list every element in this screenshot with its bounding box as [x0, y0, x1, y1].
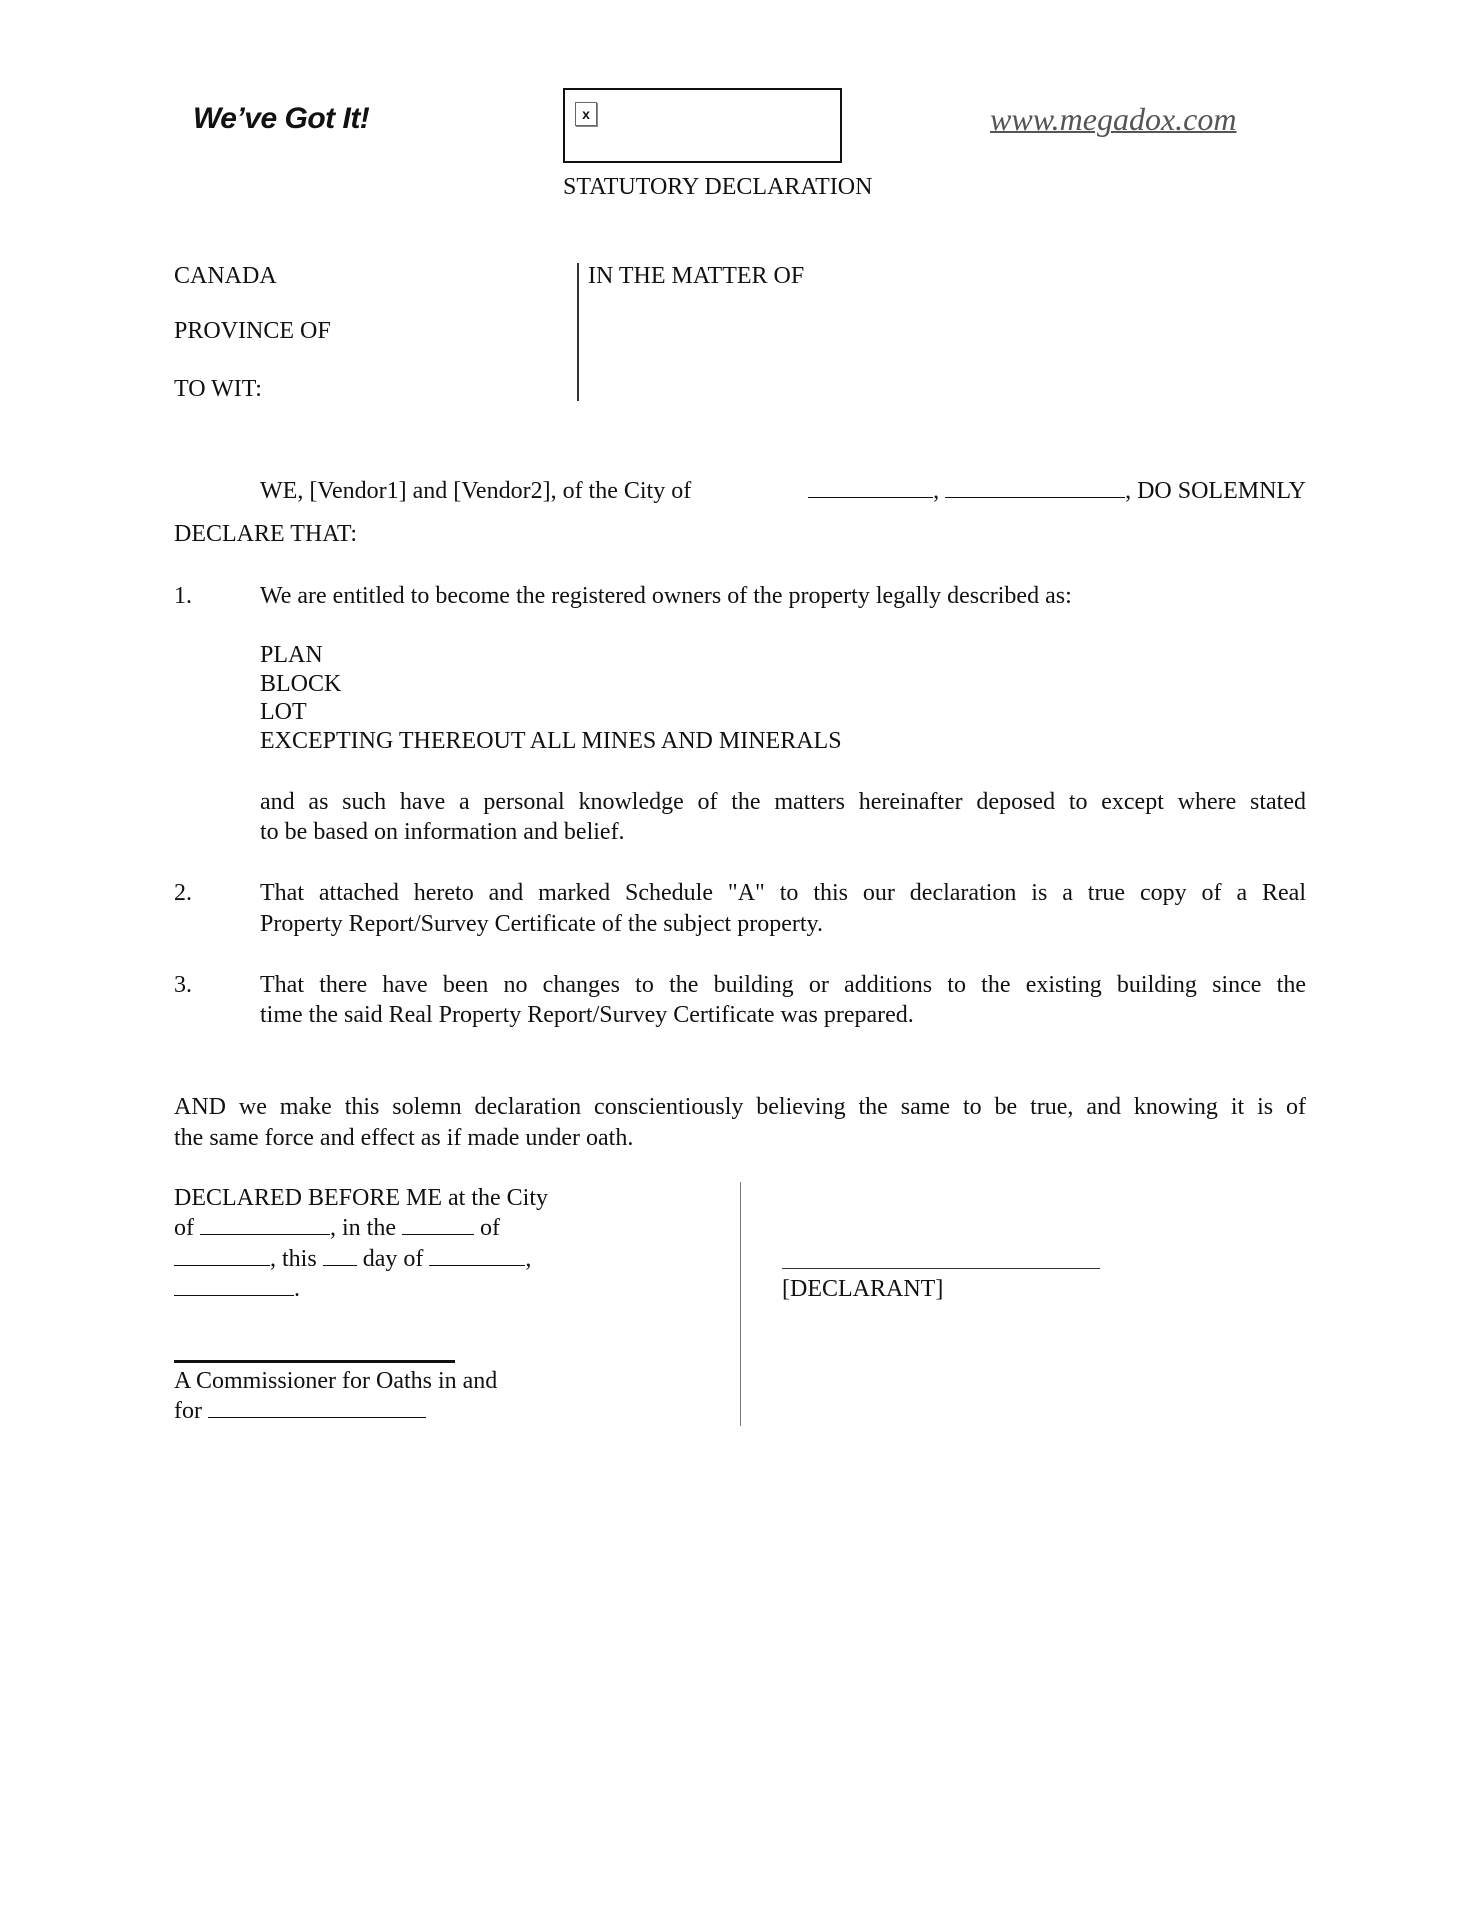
- jurisdiction-divider: [577, 263, 579, 401]
- declare-that: DECLARE THAT:: [174, 521, 358, 547]
- item-text: That there have been no changes to the building or additions to the existing building since the: [260, 972, 1306, 998]
- item-text: time the said Real Property Report/Survey Certificate was prepared.: [260, 1002, 914, 1028]
- in-the-text: , in the: [330, 1215, 396, 1241]
- city-blank: [808, 477, 933, 498]
- closing-line-2: the same force and effect as if made under oath.: [174, 1125, 634, 1151]
- document-title: STATUTORY DECLARATION: [563, 174, 873, 200]
- intro-line: [260, 476, 1306, 506]
- slogan-logo: We’ve Got It!: [193, 102, 370, 135]
- jurat-line-3: [174, 1244, 531, 1274]
- knowledge-line-2: to be based on information and belief.: [260, 819, 625, 845]
- item-text: We are entitled to become the registered owners of the property legally described as:: [260, 583, 1072, 609]
- item-number: 2.: [174, 880, 192, 906]
- comma: ,: [933, 478, 940, 504]
- commissioner-signature-line: [174, 1360, 455, 1363]
- period: .: [294, 1276, 300, 1302]
- of-text: of: [480, 1215, 500, 1241]
- jurisdiction-blank: [208, 1397, 426, 1418]
- legal-description: [260, 641, 842, 755]
- lot-label: LOT: [260, 699, 307, 725]
- jurat-line-2: [174, 1213, 500, 1243]
- matter-label: IN THE MATTER OF: [588, 263, 805, 289]
- declarant-signature-line: [782, 1268, 1100, 1269]
- place-blank: [174, 1245, 270, 1266]
- jurat-line-4: [174, 1274, 300, 1304]
- this-text: , this: [270, 1246, 317, 1272]
- year-blank: [174, 1275, 294, 1296]
- broken-image-icon: x: [575, 102, 597, 126]
- excepting-label: EXCEPTING THEREOUT ALL MINES AND MINERALS: [260, 727, 842, 754]
- jurat-line-1: DECLARED BEFORE ME at the City: [174, 1185, 548, 1211]
- to-wit-label: TO WIT:: [174, 376, 262, 402]
- province-blank: [402, 1214, 474, 1235]
- of-text: of: [174, 1215, 194, 1241]
- signature-divider: [740, 1182, 741, 1426]
- intro-text: WE, [Vendor1] and [Vendor2], of the City of: [260, 478, 692, 504]
- city-blank: [200, 1214, 330, 1235]
- knowledge-line-1: and as such have a personal knowledge of the matters hereinafter deposed to except where stated: [260, 789, 1306, 815]
- country-label: CANADA: [174, 263, 277, 289]
- closing-line-1: AND we make this solemn declaration conscientiously believing the same to be true, and knowing it is of: [174, 1094, 1306, 1120]
- logo-image-placeholder: [563, 88, 842, 163]
- province-label: PROVINCE OF: [174, 318, 331, 344]
- day-blank: [323, 1245, 357, 1266]
- commissioner-label: A Commissioner for Oaths in and: [174, 1368, 498, 1394]
- declarant-label: [DECLARANT]: [782, 1276, 944, 1302]
- website-link[interactable]: www.megadox.com: [990, 101, 1237, 137]
- for-text: for: [174, 1398, 202, 1424]
- item-number: 3.: [174, 972, 192, 998]
- item-number: 1.: [174, 583, 192, 609]
- comma: ,: [525, 1246, 532, 1272]
- item-text: That attached hereto and marked Schedule "A" to this our declaration is a true copy of a Real: [260, 880, 1306, 906]
- commissioner-for-line: [174, 1396, 426, 1426]
- solemnly-text: , DO SOLEMNLY: [1125, 478, 1306, 504]
- block-label: BLOCK: [260, 670, 342, 697]
- plan-label: PLAN: [260, 642, 323, 668]
- item-text: Property Report/Survey Certificate of the subject property.: [260, 911, 823, 937]
- day-of-text: day of: [362, 1246, 424, 1272]
- month-blank: [429, 1245, 525, 1266]
- province-blank: [945, 477, 1125, 498]
